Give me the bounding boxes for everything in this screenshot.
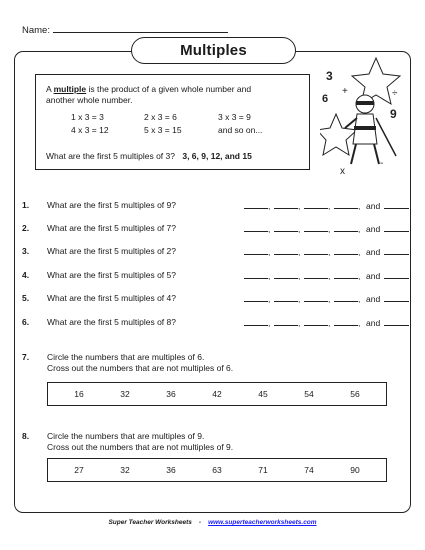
example-question-text: What are the first 5 multiples of 3? xyxy=(46,151,175,161)
comma: , xyxy=(358,294,361,304)
footer-separator: - xyxy=(198,519,202,526)
instruction-circle: Circle the numbers that are multiples of 9. xyxy=(47,431,205,441)
equation: and so on... xyxy=(218,125,263,135)
number-choice[interactable]: 71 xyxy=(258,465,268,475)
answer-blank[interactable] xyxy=(244,317,268,326)
plus-symbol: + xyxy=(342,86,348,97)
page-title: Multiples xyxy=(180,42,247,59)
comma: , xyxy=(358,271,361,281)
answer-blank[interactable] xyxy=(384,200,409,209)
instruction-cross-out: Cross out the numbers that are not multiples of 9. xyxy=(47,442,234,452)
answer-blanks xyxy=(244,317,409,329)
number-choice[interactable]: 42 xyxy=(212,389,222,399)
definition-text xyxy=(46,84,308,106)
question-text: What are the first 5 multiples of 9? xyxy=(47,200,176,210)
digit-6: 6 xyxy=(322,93,329,105)
number-choice[interactable]: 27 xyxy=(74,465,84,475)
comma: , xyxy=(328,247,331,257)
number-choice[interactable]: 74 xyxy=(304,465,314,475)
comma: , xyxy=(358,201,361,211)
question-number: 6. xyxy=(22,317,30,327)
comma: , xyxy=(298,247,301,257)
comma: , xyxy=(358,224,361,234)
comma: , xyxy=(298,271,301,281)
answer-blank[interactable] xyxy=(384,293,409,302)
comma: , xyxy=(268,247,271,257)
instruction-cross-out: Cross out the numbers that are not multiples of 6. xyxy=(47,363,234,373)
footer-link[interactable]: www.superteacherworksheets.com xyxy=(208,519,317,526)
number-choice[interactable]: 56 xyxy=(350,389,360,399)
comma: , xyxy=(268,294,271,304)
answer-blank[interactable] xyxy=(334,223,358,232)
question-text: What are the first 5 multiples of 4? xyxy=(47,293,176,303)
ninja-belt xyxy=(354,126,376,130)
definition-suffix: is the product of a given whole number and xyxy=(86,84,252,94)
question-text: What are the first 5 multiples of 7? xyxy=(47,223,176,233)
answer-blank[interactable] xyxy=(274,293,298,302)
comma: , xyxy=(328,294,331,304)
and-word: and xyxy=(366,294,381,304)
equation: 4 x 3 = 12 xyxy=(71,125,109,135)
answer-blank[interactable] xyxy=(334,246,358,255)
question-number: 3. xyxy=(22,246,30,256)
comma: , xyxy=(328,318,331,328)
answer-blank[interactable] xyxy=(334,200,358,209)
equation: 2 x 3 = 6 xyxy=(144,112,177,122)
definition-line2: another whole number. xyxy=(46,95,133,105)
comma: , xyxy=(328,201,331,211)
answer-blank[interactable] xyxy=(274,270,298,279)
answer-blank[interactable] xyxy=(274,317,298,326)
answer-blank[interactable] xyxy=(304,317,328,326)
answer-blank[interactable] xyxy=(334,317,358,326)
answer-blank[interactable] xyxy=(244,223,268,232)
question-number: 5. xyxy=(22,293,30,303)
answer-blanks xyxy=(244,293,409,305)
math-ninja-clipart xyxy=(320,56,402,178)
and-word: and xyxy=(366,271,381,281)
times-symbol: x xyxy=(340,166,345,177)
footer-brand: Super Teacher Worksheets xyxy=(108,519,192,526)
number-choice[interactable]: 45 xyxy=(258,389,268,399)
number-choice[interactable]: 36 xyxy=(166,389,176,399)
comma: , xyxy=(268,271,271,281)
answer-blank[interactable] xyxy=(244,270,268,279)
comma: , xyxy=(358,318,361,328)
question-number: 2. xyxy=(22,223,30,233)
answer-blank[interactable] xyxy=(384,223,409,232)
answer-blanks xyxy=(244,246,409,258)
answer-blank[interactable] xyxy=(304,223,328,232)
page-footer xyxy=(0,519,425,526)
divide-symbol: ÷ xyxy=(392,88,398,99)
star-shape xyxy=(320,114,357,155)
answer-blank[interactable] xyxy=(384,317,409,326)
number-choice[interactable]: 90 xyxy=(350,465,360,475)
instruction-circle: Circle the numbers that are multiples of 6. xyxy=(47,352,205,362)
number-choice[interactable]: 54 xyxy=(304,389,314,399)
name-label: Name: xyxy=(22,25,50,36)
answer-blanks xyxy=(244,223,409,235)
and-word: and xyxy=(366,318,381,328)
question-number: 1. xyxy=(22,200,30,210)
number-choice[interactable]: 63 xyxy=(212,465,222,475)
answer-blanks xyxy=(244,270,409,282)
name-field-row xyxy=(22,24,228,36)
equation: 5 x 3 = 15 xyxy=(144,125,182,135)
and-word: and xyxy=(366,224,381,234)
answer-blank[interactable] xyxy=(334,293,358,302)
comma: , xyxy=(328,271,331,281)
answer-blank[interactable] xyxy=(244,246,268,255)
comma: , xyxy=(268,224,271,234)
answer-blank[interactable] xyxy=(244,293,268,302)
ninja-legs xyxy=(351,144,379,164)
definition-keyword: multiple xyxy=(53,84,87,94)
comma: , xyxy=(358,247,361,257)
ninja-sword xyxy=(376,118,396,156)
comma: , xyxy=(298,318,301,328)
question-text: What are the first 5 multiples of 5? xyxy=(47,270,176,280)
answer-blank[interactable] xyxy=(384,246,409,255)
answer-blank[interactable] xyxy=(274,246,298,255)
answer-blanks xyxy=(244,200,409,212)
number-choice[interactable]: 32 xyxy=(120,465,130,475)
question-number: 4. xyxy=(22,270,30,280)
answer-blank[interactable] xyxy=(304,246,328,255)
digit-9: 9 xyxy=(390,107,397,121)
comma: , xyxy=(268,318,271,328)
definition-prefix: A xyxy=(46,84,54,94)
example-equations xyxy=(71,112,308,136)
question-text: What are the first 5 multiples of 2? xyxy=(47,246,176,256)
number-choice[interactable]: 16 xyxy=(74,389,84,399)
digit-3: 3 xyxy=(326,69,333,83)
comma: , xyxy=(298,294,301,304)
title-banner xyxy=(131,37,296,64)
answer-blank[interactable] xyxy=(334,270,358,279)
example-question xyxy=(46,151,252,162)
question-number: 7. xyxy=(22,352,30,362)
and-word: and xyxy=(366,201,381,211)
minus-symbol: - xyxy=(380,158,384,169)
number-choices-box xyxy=(47,458,387,482)
answer-blank[interactable] xyxy=(274,223,298,232)
example-answer: 3, 6, 9, 12, and 15 xyxy=(182,151,252,161)
name-line[interactable] xyxy=(53,24,228,33)
comma: , xyxy=(298,201,301,211)
answer-blank[interactable] xyxy=(274,200,298,209)
number-choice[interactable]: 36 xyxy=(166,465,176,475)
question-text: What are the first 5 multiples of 8? xyxy=(47,317,176,327)
answer-blank[interactable] xyxy=(304,293,328,302)
answer-blank[interactable] xyxy=(304,270,328,279)
ninja-mask xyxy=(356,101,374,105)
comma: , xyxy=(298,224,301,234)
and-word: and xyxy=(366,247,381,257)
definition-box xyxy=(35,74,310,170)
answer-blank[interactable] xyxy=(384,270,409,279)
answer-blank[interactable] xyxy=(244,200,268,209)
answer-blank[interactable] xyxy=(304,200,328,209)
equation: 3 x 3 = 9 xyxy=(218,112,251,122)
number-choices-box xyxy=(47,382,387,406)
equation: 1 x 3 = 3 xyxy=(71,112,104,122)
number-choice[interactable]: 32 xyxy=(120,389,130,399)
question-number: 8. xyxy=(22,431,30,441)
comma: , xyxy=(268,201,271,211)
comma: , xyxy=(328,224,331,234)
